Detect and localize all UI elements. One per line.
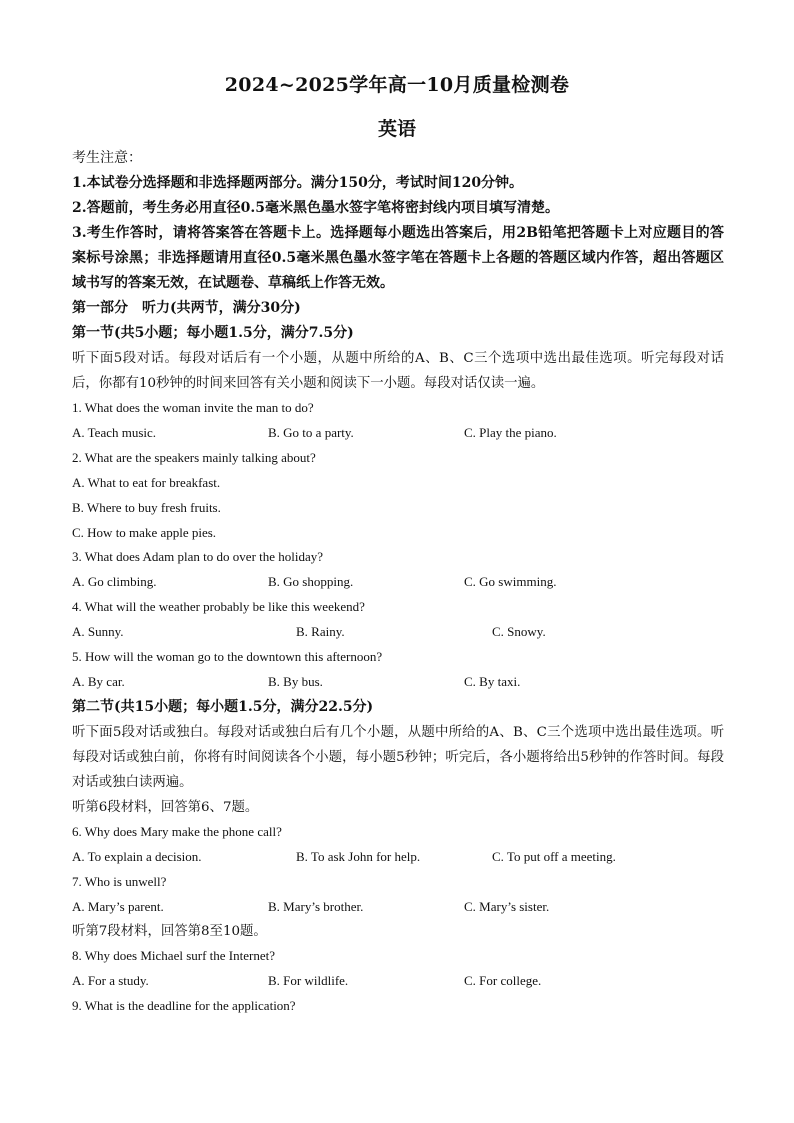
- question-options: [72, 570, 724, 595]
- question-stem: 2. What are the speakers mainly talking about?: [72, 449, 316, 465]
- section2-heading: 第二节(共15小题；每小题1.5分，满分22.5分): [72, 698, 374, 715]
- subject-title: 英语: [377, 118, 416, 140]
- option-a: A. For a study.: [72, 973, 149, 989]
- exam-title: 2024~2025学年高一10月质量检测卷: [224, 74, 570, 96]
- option-c: C. Go swimming.: [464, 574, 557, 590]
- material-7-note: 听第7段材料，回答第8至10题。: [72, 924, 267, 940]
- option-b: B. For wildlife.: [268, 973, 349, 989]
- exam-content: [72, 146, 724, 1019]
- material-6-note: 听第6段材料，回答第6、7题。: [72, 799, 259, 815]
- option-c: C. Play the piano.: [464, 424, 557, 440]
- option-c: C. Snowy.: [492, 624, 546, 640]
- option-a: A. What to eat for breakfast.: [72, 474, 221, 490]
- question-stem: 4. What will the weather probably be like this weekend?: [72, 599, 365, 615]
- option-b: B. Go shopping.: [268, 574, 354, 590]
- option-c: C. By taxi.: [464, 673, 521, 689]
- option-b: B. Rainy.: [296, 624, 345, 640]
- option-b: B. Go to a party.: [268, 424, 354, 440]
- notice-1: 1.本试卷分选择题和非选择题两部分。满分150分，考试时间120分钟。: [72, 175, 524, 191]
- question-stem: 6. Why does Mary make the phone call?: [72, 823, 282, 839]
- option-b: B. Where to buy fresh fruits.: [72, 499, 221, 515]
- question-stem: 1. What does the woman invite the man to do?: [72, 400, 314, 415]
- section1-instructions: 听下面5段对话。每段对话后有一个小题，从题中所给的A、B、C三个选项中选出最佳选项。听完每段对话后，你都有10秒钟的时间来回答有关小题和阅读下一小题。每段对话仅读一遍。: [72, 351, 724, 391]
- question-stem: 9. What is the deadline for the application?: [72, 998, 296, 1014]
- question-stem: 7. Who is unwell?: [72, 873, 167, 889]
- section2-instructions: 听下面5段对话或独白。每段对话或独白后有几个小题，从题中所给的A、B、C三个选项中选出最佳选项。听每段对话或独白前，你将有时间阅读各个小题，每小题5秒钟；听完后，各小题将给出5秒钟的作答时间。每段对话或独白读两遍。: [72, 724, 724, 790]
- question-options: [72, 895, 724, 920]
- option-a: A. Teach music.: [72, 424, 157, 440]
- section1-heading: 第一节(共5小题；每小题1.5分，满分7.5分): [72, 325, 354, 341]
- question-options: [72, 620, 724, 645]
- notice-heading: 考生注意：: [72, 150, 142, 166]
- option-a: A. Mary’s parent.: [72, 898, 164, 914]
- question-options: [72, 670, 724, 695]
- option-a: A. By car.: [72, 673, 125, 689]
- option-a: A. To explain a decision.: [72, 848, 202, 864]
- question-stem: 8. Why does Michael surf the Internet?: [72, 948, 275, 964]
- part1-heading: 第一部分 听力(共两节，满分30分): [72, 300, 301, 316]
- question-options: [72, 969, 724, 994]
- option-b: B. To ask John for help.: [296, 848, 421, 864]
- option-b: B. By bus.: [268, 673, 323, 689]
- question-options: [72, 845, 724, 870]
- option-c: C. Mary’s sister.: [464, 898, 550, 914]
- notice-3: 3.考生作答时，请将答案答在答题卡上。选择题每小题选出答案后，用2B铅笔把答题卡上对应题目的答案标号涂黑；非选择题请用直径0.5毫米黑色墨水签字笔在答题卡上各题的答题区域内作答，超出答题区域书写的答案无效，在试题卷、草稿纸上作答无效。: [72, 225, 724, 291]
- notice-2: 2.答题前，考生务必用直径0.5毫米黑色墨水签字笔将密封线内项目填写清楚。: [72, 200, 559, 216]
- option-c: C. How to make apple pies.: [72, 524, 217, 540]
- option-a: A. Go climbing.: [72, 574, 157, 590]
- option-b: B. Mary’s brother.: [268, 898, 364, 914]
- question-stem: 5. How will the woman go to the downtown this afternoon?: [72, 649, 383, 665]
- question-options: [72, 421, 724, 446]
- option-c: C. To put off a meeting.: [492, 848, 616, 864]
- question-stem: 3. What does Adam plan to do over the holiday?: [72, 549, 324, 565]
- option-a: A. Sunny.: [72, 624, 124, 640]
- option-c: C. For college.: [464, 973, 542, 989]
